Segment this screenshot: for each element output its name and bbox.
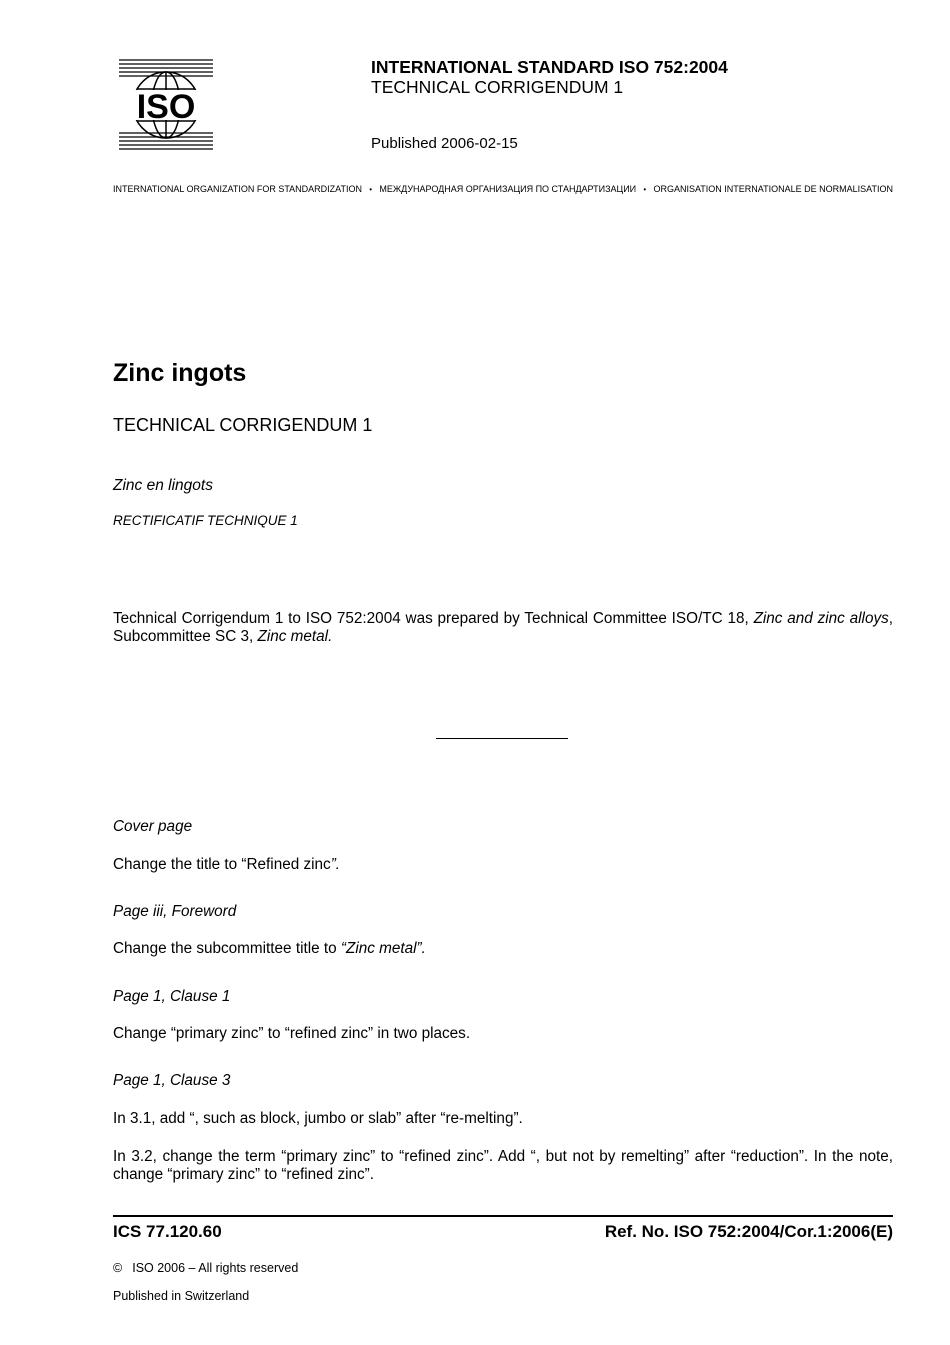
- page-subtitle: TECHNICAL CORRIGENDUM 1: [113, 415, 373, 435]
- copyright-icon: ©: [113, 1261, 123, 1275]
- footer-rule: [113, 1215, 893, 1217]
- section-text-foreword: Change the subcommittee title to “Zinc metal”.: [113, 940, 426, 957]
- french-subtitle: RECTIFICATIF TECHNIQUE 1: [113, 513, 298, 528]
- bullet-separator: •: [643, 184, 647, 194]
- section-text-clause3-2: In 3.2, change the term “primary zinc” to “refined zinc”. Add “, but not by remelting” after “reduction”. In the note, change “primary zinc” to “refined zinc”.: [113, 1148, 893, 1183]
- section-text-cover: Change the title to “Refined zinc”.: [113, 856, 341, 873]
- section-heading-cover: Cover page: [113, 818, 193, 835]
- standard-title: INTERNATIONAL STANDARD ISO 752:2004: [371, 57, 728, 77]
- french-title: Zinc en lingots: [113, 477, 213, 494]
- copyright-notice: © ISO 2006 – All rights reserved: [113, 1261, 299, 1275]
- org-name-english: INTERNATIONAL ORGANIZATION FOR STANDARDIZATION: [113, 184, 363, 194]
- iso-logo: [117, 57, 215, 152]
- org-name-french: ORGANISATION INTERNATIONALE DE NORMALISATION: [653, 184, 893, 194]
- ics-code: ICS 77.120.60: [113, 1222, 222, 1241]
- published-date: Published 2006-02-15: [371, 135, 518, 152]
- preparation-paragraph: Technical Corrigendum 1 to ISO 752:2004 was prepared by Technical Committee ISO/TC 18, Zinc and zinc alloys, Subcommittee SC 3, Zinc metal.: [113, 610, 894, 645]
- page-title: Zinc ingots: [113, 359, 247, 387]
- organization-names: [113, 184, 893, 194]
- published-in: Published in Switzerland: [113, 1289, 250, 1303]
- separator-line: [436, 738, 568, 739]
- iso-logo-text: ISO: [136, 88, 196, 126]
- section-heading-clause3: Page 1, Clause 3: [113, 1072, 231, 1089]
- org-name-russian: МЕЖДУНАРОДНАЯ ОРГАНИЗАЦИЯ ПО СТАНДАРТИЗАЦИИ: [379, 184, 637, 194]
- section-text-clause3-1: In 3.1, add “, such as block, jumbo or slab” after “re-melting”.: [113, 1110, 523, 1127]
- section-text-clause1: Change “primary zinc” to “refined zinc” in two places.: [113, 1025, 471, 1042]
- reference-number: Ref. No. ISO 752:2004/Cor.1:2006(E): [604, 1222, 893, 1241]
- corrigendum-label: TECHNICAL CORRIGENDUM 1: [371, 77, 624, 97]
- document-header: [371, 57, 728, 97]
- section-heading-clause1: Page 1, Clause 1: [113, 988, 231, 1005]
- bullet-separator: •: [369, 184, 373, 194]
- section-heading-foreword: Page iii, Foreword: [113, 903, 237, 920]
